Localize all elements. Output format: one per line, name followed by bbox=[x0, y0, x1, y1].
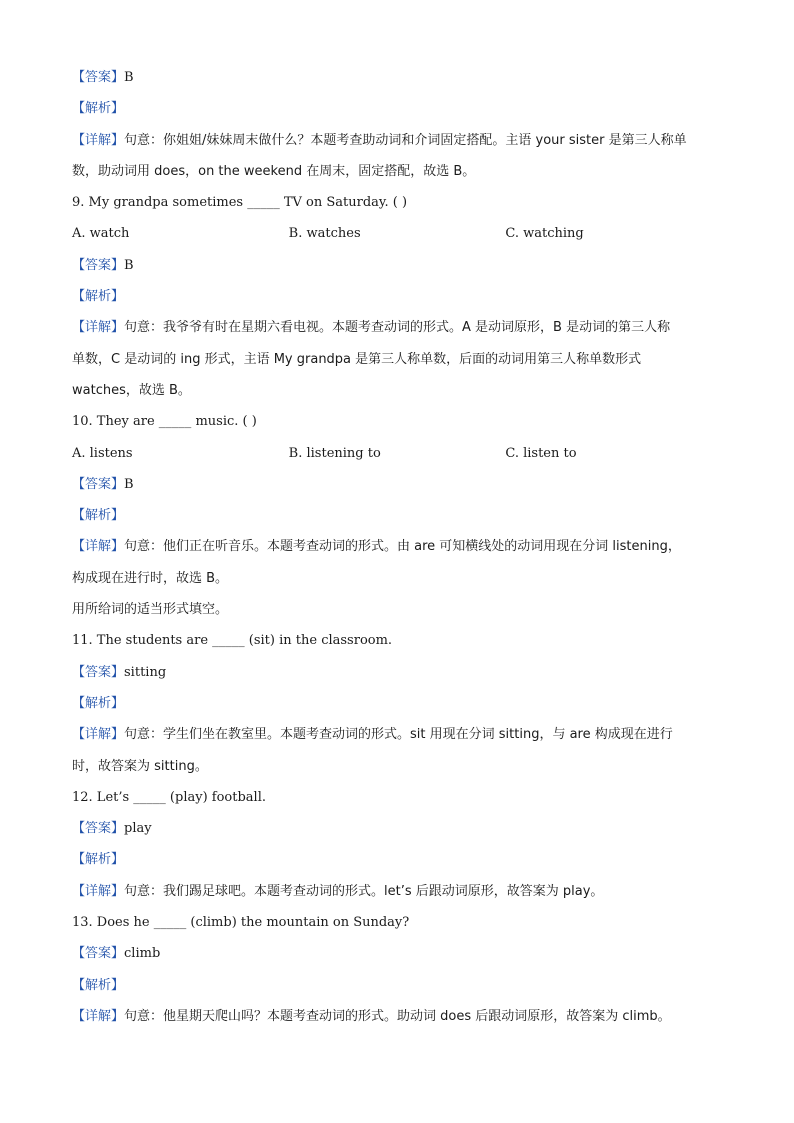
answer-value: sitting bbox=[124, 664, 167, 680]
analysis-tag: 【解析】 bbox=[72, 289, 125, 305]
option-b: B. watches bbox=[288, 226, 361, 242]
detail-tag: 【详解】 bbox=[72, 727, 125, 743]
answer-line bbox=[72, 938, 722, 969]
detail-tag: 【详解】 bbox=[72, 1008, 125, 1024]
answer-line bbox=[72, 813, 722, 844]
answer-tag: 【答案】 bbox=[72, 664, 125, 680]
detail-line bbox=[72, 751, 722, 782]
analysis-line bbox=[72, 844, 722, 875]
analysis-tag: 【解析】 bbox=[72, 695, 125, 711]
detail-line bbox=[72, 531, 722, 562]
detail-line bbox=[72, 876, 722, 907]
answer-line bbox=[72, 469, 722, 500]
detail-line bbox=[72, 125, 722, 156]
answer-value: B bbox=[124, 476, 134, 492]
detail-line bbox=[72, 344, 722, 375]
detail-text: 句意：你姐姐/妹妹周末做什么？本题考查助动词和介词固定搭配。主语 your sister 是第三人称单 bbox=[124, 132, 687, 148]
question-text: 12. Let’s _____ (play) football. bbox=[72, 789, 266, 805]
detail-text: 数，助动词用 does，on the weekend 在周末，固定搭配，故选 B。 bbox=[72, 163, 476, 179]
answer-tag: 【答案】 bbox=[72, 476, 125, 492]
analysis-tag: 【解析】 bbox=[72, 101, 125, 117]
answer-tag: 【答案】 bbox=[72, 70, 125, 85]
detail-line bbox=[72, 312, 722, 343]
detail-text: 句意：他星期天爬山吗？本题考查动词的形式。助动词 does 后跟动词原形，故答案为 climb。 bbox=[124, 1008, 671, 1024]
detail-tag: 【详解】 bbox=[72, 132, 125, 148]
analysis-tag: 【解析】 bbox=[72, 508, 125, 524]
options-row bbox=[72, 218, 722, 249]
detail-tag: 【详解】 bbox=[72, 883, 125, 899]
answer-line bbox=[72, 657, 722, 688]
question-text: 9. My grandpa sometimes _____ TV on Saturday. ( ) bbox=[72, 195, 408, 211]
detail-text: 句意：我爷爷有时在星期六看电视。本题考查动词的形式。A 是动词原形，B 是动词的第三人称 bbox=[124, 320, 671, 336]
question-text: 10. They are _____ music. ( ) bbox=[72, 414, 257, 430]
options-row bbox=[72, 438, 722, 469]
answer-value: B bbox=[124, 70, 134, 85]
detail-text: watches，故选 B。 bbox=[72, 382, 191, 398]
option-a: A. watch bbox=[72, 226, 130, 242]
answer-tag: 【答案】 bbox=[72, 257, 125, 273]
answer-tag: 【答案】 bbox=[72, 821, 125, 837]
analysis-line bbox=[72, 500, 722, 531]
detail-text: 单数，C 是动词的 ing 形式，主语 My grandpa 是第三人称单数，后面的动词用第三人称单数形式 bbox=[72, 351, 642, 367]
detail-line bbox=[72, 375, 722, 406]
option-c: C. watching bbox=[505, 226, 584, 242]
detail-text: 构成现在进行时，故选 B。 bbox=[72, 570, 229, 586]
detail-line bbox=[72, 1001, 722, 1032]
detail-text: 句意：我们踢足球吧。本题考查动词的形式。let’s 后跟动词原形，故答案为 play。 bbox=[124, 883, 604, 899]
analysis-line bbox=[72, 93, 722, 124]
document-page bbox=[72, 62, 722, 1032]
answer-value: play bbox=[124, 821, 152, 837]
detail-line bbox=[72, 563, 722, 594]
analysis-line bbox=[72, 281, 722, 312]
answer-value: B bbox=[124, 257, 134, 273]
answer-value: climb bbox=[124, 946, 161, 962]
answer-line bbox=[72, 62, 722, 93]
detail-text: 时，故答案为 sitting。 bbox=[72, 758, 208, 774]
analysis-tag: 【解析】 bbox=[72, 852, 125, 868]
analysis-line bbox=[72, 970, 722, 1001]
option-a: A. listens bbox=[72, 445, 133, 461]
detail-text: 句意：学生们坐在教室里。本题考查动词的形式。sit 用现在分词 sitting，与 are 构成现在进行 bbox=[124, 727, 673, 743]
option-c: C. listen to bbox=[505, 445, 577, 461]
question-text: 13. Does he _____ (climb) the mountain on Sunday? bbox=[72, 915, 410, 931]
detail-tag: 【详解】 bbox=[72, 539, 125, 555]
detail-line bbox=[72, 156, 722, 187]
analysis-tag: 【解析】 bbox=[72, 977, 125, 993]
analysis-line bbox=[72, 688, 722, 719]
question-text: 11. The students are _____ (sit) in the classroom. bbox=[72, 633, 393, 649]
detail-line bbox=[72, 719, 722, 750]
detail-tag: 【详解】 bbox=[72, 320, 125, 336]
detail-text: 句意：他们正在听音乐。本题考查动词的形式。由 are 可知横线处的动词用现在分词 listening， bbox=[124, 539, 681, 555]
answer-line bbox=[72, 250, 722, 281]
option-b: B. listening to bbox=[288, 445, 381, 461]
answer-tag: 【答案】 bbox=[72, 946, 125, 962]
section-instruction: 用所给词的适当形式填空。 bbox=[72, 602, 229, 618]
